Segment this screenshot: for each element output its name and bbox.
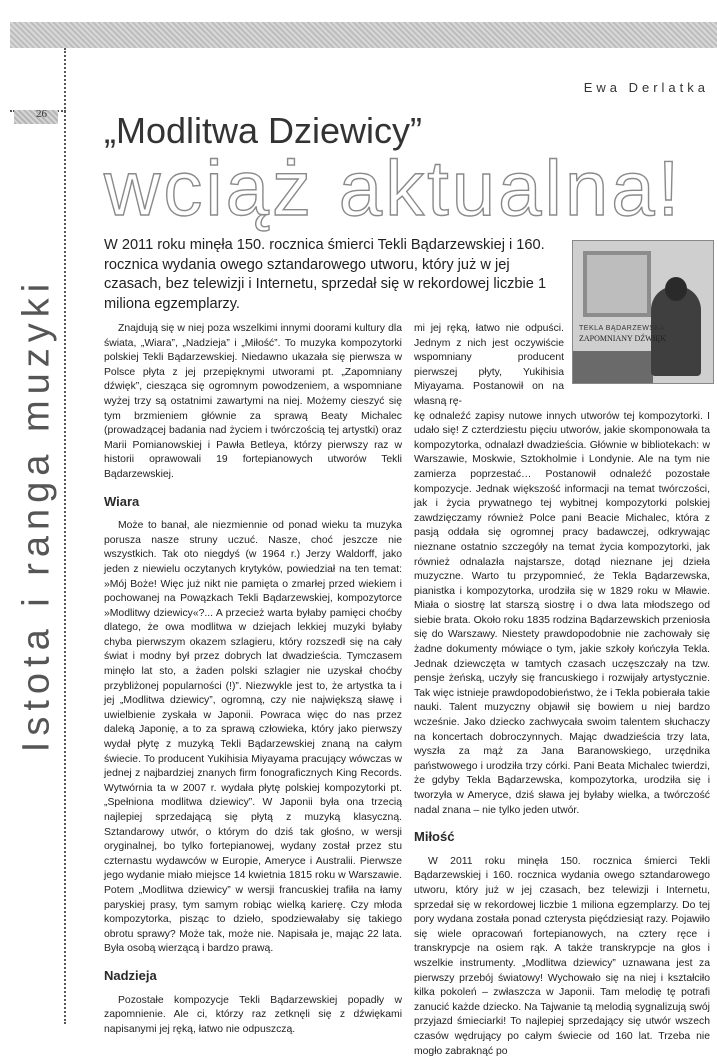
paragraph-intro: Znajdują się w niej poza wszelkimi innymi doorami kultury dla świata, „Wiara”, „Nadzieja” i „Miłość”. To muzyka kompozytorki polskiej Tekli Bądarzewskiej. Niedawno ukazała się pierwsza w Polsce płyta z jej przepięknymi utworami pt. „Zapomniany dźwięk”, ciesząca się ogromnym powodzeniem, a wspomniane wyżej trzy są ostatnimi zawartymi na niej. Możemy cieszyć się tym brzmieniem głównie za sprawą Beaty Michalec (prowadzącej badania nad życiem i twórczością tej artystki) oraz Marii Pomianowskiej i Pawła Betleya, którzy pierwszy raz w historii oprawowali 19 fortepianowych utworów Tekli Bądarzewskiej.	[104, 323, 402, 480]
heading-milosc: Miłość	[414, 829, 455, 845]
album-title: ZAPOMNIANY DŹWIĘK	[579, 334, 667, 343]
article-lead: W 2011 roku minęła 150. rocznica śmierci Tekli Bądarzewskiej i 160. rocznica wydania owego sztandarowego utworu, który już w jej czasach, bez telewizji i Internetu, sprzedał się w rekordowej liczbie 1 miliona egzemplarzy.	[104, 237, 547, 312]
text-column-right	[414, 322, 710, 1057]
page-number: 26	[36, 108, 47, 120]
section-title-text: Istota i ranga muzyki	[15, 277, 58, 753]
paragraph-wiara: Może to banał, ale niezmiennie od ponad wieku ta muzyka porusza nasze struny uczuć. Nasze, choć jeszcze nie wszystkich. Tak oto niegdyś (w 1964 r.) Jerzy Waldorff, jako jeden z niewielu oczytanych krytyków, powiedział na ten temat: »Mój Boże! Więc już nikt nie pamięta o zmarłej przed wiekiem i pochowanej na Powązkach Tekli Bądarzewskiej, kompozytorce »Modlitwy dziewicy«?... A przecież warta byłaby pamięci choćby dlatego, że owa modlitwa w dziejach lekkiej muzyki byłaby chyba pierwszym okazem szlagieru, który rozszedł się na cały świat i modny był przez dobrych lat dwadzieścia. Tymczasem minęło lat sto, a żaden polski szlagier nie uzyskał choćby przybliżonej popularności (!)”. Niezwykle jest to, że artystka ta i jej „Modlitwa dziewicy”, ogromną, czy nie największą sławę i uwielbienie zyskała w Japonii. Powraca więc do nas przez daleką Japonię, a to za sprawą człowieka, który jako pierwszy wydał płytę z muzyką Tekli Bądarzewskiej znaną na całym świecie. To producent Yukihisia Miyayama pracujący wówczas w jednej z najbardziej znanych firm fonograficznych King Records. Wytwórnia ta w 2007 r. wydała płytę polskiej kompozytorki pt. „Spełniona modlitwa dziewicy”. W Japonii była ona trzecią najlepiej sprzedającą się płytą z muzyką klasyczną. Sztandarowy utwór, o którym do dziś tak głośno, w wersji oryginalnej, bo tylko fortepianowej, wydany został przez stu czternastu wydawców w Europie, Ameryce i Australii. Pierwsze jego wydanie miało miejsce 14 kwietnia 1815 roku w Warszawie. Potem „Modlitwa dziewicy” w wersji francuskiej trafiła na łamy paryskiej prasy, tym samym robiąc wielką karierę. Czy młoda kompozytorka, pisząc to dzieło, spodziewałaby się takiego obrotu sprawy? Może tak, może nie. Napisała je, mając 22 lata. Była osobą wierzącą i bardzo prawą.	[104, 520, 402, 955]
article-subtitle: wciąż aktualna!	[104, 144, 683, 232]
paragraph-nadzieja: Pozostałe kompozycje Tekli Bądarzewskiej popadły w zapomnienie. Ale ci, którzy raz zetknęli się z dźwiękami napisanymi jej ręką, łatwo nie odpuszczą.	[104, 994, 402, 1035]
paragraph-continuation-narrow: mi jej ręką, łatwo nie odpuści. Jednym z nich jest oczywiście wspomniany producent pierwszej płyty, Yukihisia Miyayama. Postanowił on na własną rę-	[414, 323, 564, 407]
article-title: „Modlitwa Dziewicy”	[104, 110, 423, 151]
section-title-vertical	[14, 277, 60, 753]
header-bar	[10, 22, 717, 48]
paragraph-continuation: kę odnaleźć zapisy nutowe innych utworów tej kompozytorki. I udało się! Z czterdziestu pięciu utworów, jakie skomponowała ta kompozytorka, odnalazł dwadzieścia. Głównie w bibliotekach: w Warszawie, Moskwie, Sztokholmie i Londynie. Ale na tym nie zamierza poprzestać… Postanowił odnaleźć pozostałe kompozycje. Jednak większość informacji na temat twórczości, jak i życia prywatnego tej wybitnej kompozytorki polskiej zawdzięczamy również Polce pani Beacie Michalec, która z pasją oddała się ogromnej pracy badawczej, odkrywając nieznane ostatnio szczegóły na temat życia kompozytorki, jak również odnalazła najstarsze, dotąd nieznane jej dzieła muzyczne. Warto tu przypomnieć, że Tekla Bądarzewska, pianistka i kompozytorka, urodziła się w 1829 roku w Mławie. Miała o siostrę lat starszą siostrę i o dwa lata młodszego od siebie brata. Około roku 1835 rodzina Bądarzewskich przeniosła się do Warszawy. Niestety prawdopodobnie nie zachowały się żadne dokumenty mówiące o tym, jakie szkoły kończyła Tekla. Jednak dziewczęta w tamtych czasach uczęszczały na tzw. pensje żeńską, uczyły się francuskiego i rozwijały artystycznie. Tak więc istnieje prawdopodobieństwo, że i Tekla pobierała takie nauki. Talent muzyczny objawił się bowiem u niej bardzo wcześnie. Jako dziecko zachwycała swoim talentem słuchaczy na koncertach dobroczynnych. Mając dwadzieścia trzy lata, wyszła za mąż za Jana Baranowskiego, urzędnika państwowego i urodziła trzy córki. Pani Beata Michalec twierdzi, że gdyby Tekla Bądarzewska, kompozytorka, urodziła się i tworzyła w Ameryce, dziś sława jej byłaby wielka, a twórczość nadal znana – nie tylko jeden utwór.	[414, 410, 710, 816]
heading-wiara: Wiara	[104, 493, 140, 509]
woman-head	[665, 277, 687, 301]
margin-dotted-rule	[64, 48, 66, 1024]
album-artist: TEKLA BĄDARZEWSKA	[579, 325, 665, 332]
text-column-left	[104, 322, 402, 1035]
heading-nadzieja: Nadzieja	[104, 967, 157, 983]
paragraph-milosc: W 2011 roku minęła 150. rocznica śmierci Tekli Bądarzewskiej i 160. rocznica wydania owego sztandarowego utworu, który już w jej czasach, bez telewizji i Internetu, sprzedał się w rekordowej liczbie 1 miliona egzemplarzy. Do tej pory wydana została ponad czterysta pięćdziesiąt razy. Pojawiło się wiele opracowań fortepianowych, na cztery ręce i transkrypcje na osiem rąk. A także transkrypcje na głos i wszelkie instrumenty. „Modlitwa dziewicy” uznawana jest za pierwszy przebój światowy! Wychowało się na niej i kształciło kilka pokoleń – zwłaszcza w Japonii. Tam melodię tę potrafi zanucić każde dziecko. Na Tajwanie tą melodią sygnalizują swój przyjazd śmieciarki! To najlepiej sprzedający się utwór wszech czasów wędrujący po całym świecie od 160 lat. Trzeba nie mogło zabraknąć po	[414, 855, 710, 1057]
author-name: Ewa Derlatka	[583, 80, 709, 95]
painting-frame	[583, 251, 651, 317]
